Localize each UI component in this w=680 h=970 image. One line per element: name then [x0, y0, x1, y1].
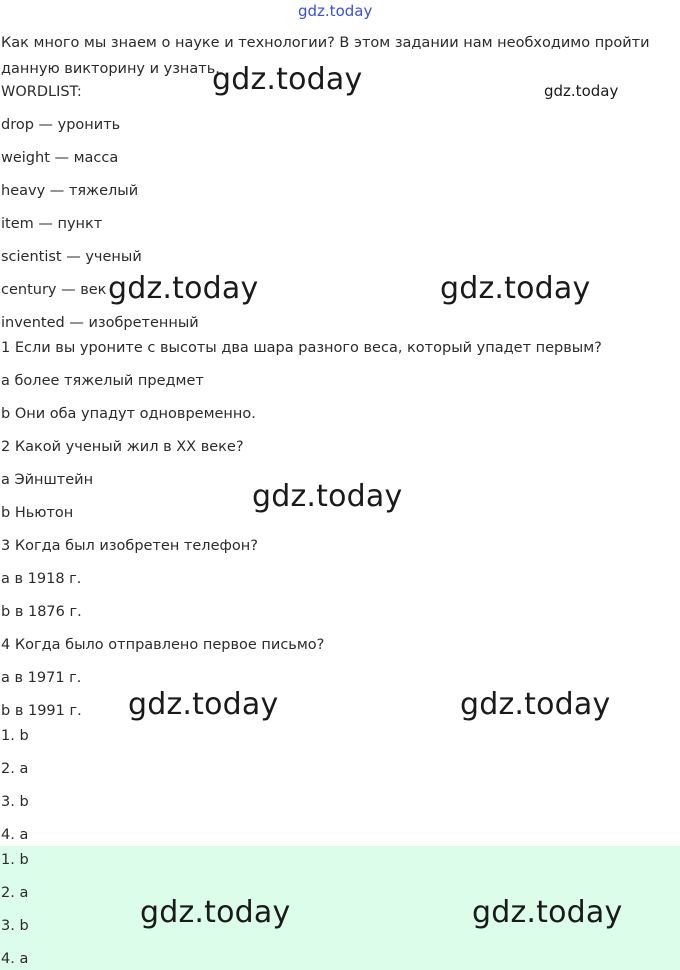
answer-highlighted-item: 1. b — [1, 852, 29, 868]
wordlist-item: drop — уронить — [1, 117, 121, 133]
wordlist-item: century — век — [1, 282, 107, 298]
watermark: gdz.today — [212, 62, 363, 97]
watermark: gdz.today — [460, 687, 611, 722]
quiz-option: a более тяжелый предмет — [1, 373, 204, 389]
quiz-option: b Ньютон — [1, 505, 74, 521]
answer-item: 4. a — [1, 827, 29, 843]
answer-item: 1. b — [1, 728, 29, 744]
answer-highlighted-item: 2. a — [1, 885, 29, 901]
wordlist-item: invented — изобретенный — [1, 315, 199, 331]
quiz-option: a Эйнштейн — [1, 472, 94, 488]
wordlist-item: weight — масса — [1, 150, 119, 166]
quiz-option: b Они оба упадут одновременно. — [1, 406, 256, 422]
quiz-option: b в 1876 г. — [1, 604, 82, 620]
quiz-option: b в 1991 г. — [1, 703, 82, 719]
wordlist-item: item — пункт — [1, 216, 103, 232]
answer-highlighted-item: 3. b — [1, 918, 29, 934]
watermark: gdz.today — [140, 895, 291, 930]
answer-item: 3. b — [1, 794, 29, 810]
quiz-question: 2 Какой ученый жил в XX веке? — [1, 439, 244, 455]
watermark: gdz.today — [108, 271, 259, 306]
header-watermark: gdz.today — [298, 2, 373, 20]
quiz-question: 3 Когда был изобретен телефон? — [1, 538, 258, 554]
watermark: gdz.today — [440, 271, 591, 306]
watermark: gdz.today — [472, 895, 623, 930]
wordlist-item: scientist — ученый — [1, 249, 142, 265]
wordlist-item: heavy — тяжелый — [1, 183, 139, 199]
quiz-question: 1 Если вы уроните с высоты два шара разного веса, который упадет первым? — [1, 340, 602, 356]
answer-item: 2. a — [1, 761, 29, 777]
quiz-option: a в 1918 г. — [1, 571, 82, 587]
quiz-question: 4 Когда было отправлено первое письмо? — [1, 637, 325, 653]
quiz-option: a в 1971 г. — [1, 670, 82, 686]
intro-text: Как много мы знаем о науке и технологии? В этом задании нам необходимо пройти данную викторину и узнать. — [1, 35, 650, 77]
answer-highlighted-item: 4. a — [1, 951, 29, 967]
watermark: gdz.today — [252, 479, 403, 514]
wordlist-label: WORDLIST: — [1, 84, 82, 100]
watermark: gdz.today — [544, 82, 619, 100]
watermark: gdz.today — [128, 687, 279, 722]
